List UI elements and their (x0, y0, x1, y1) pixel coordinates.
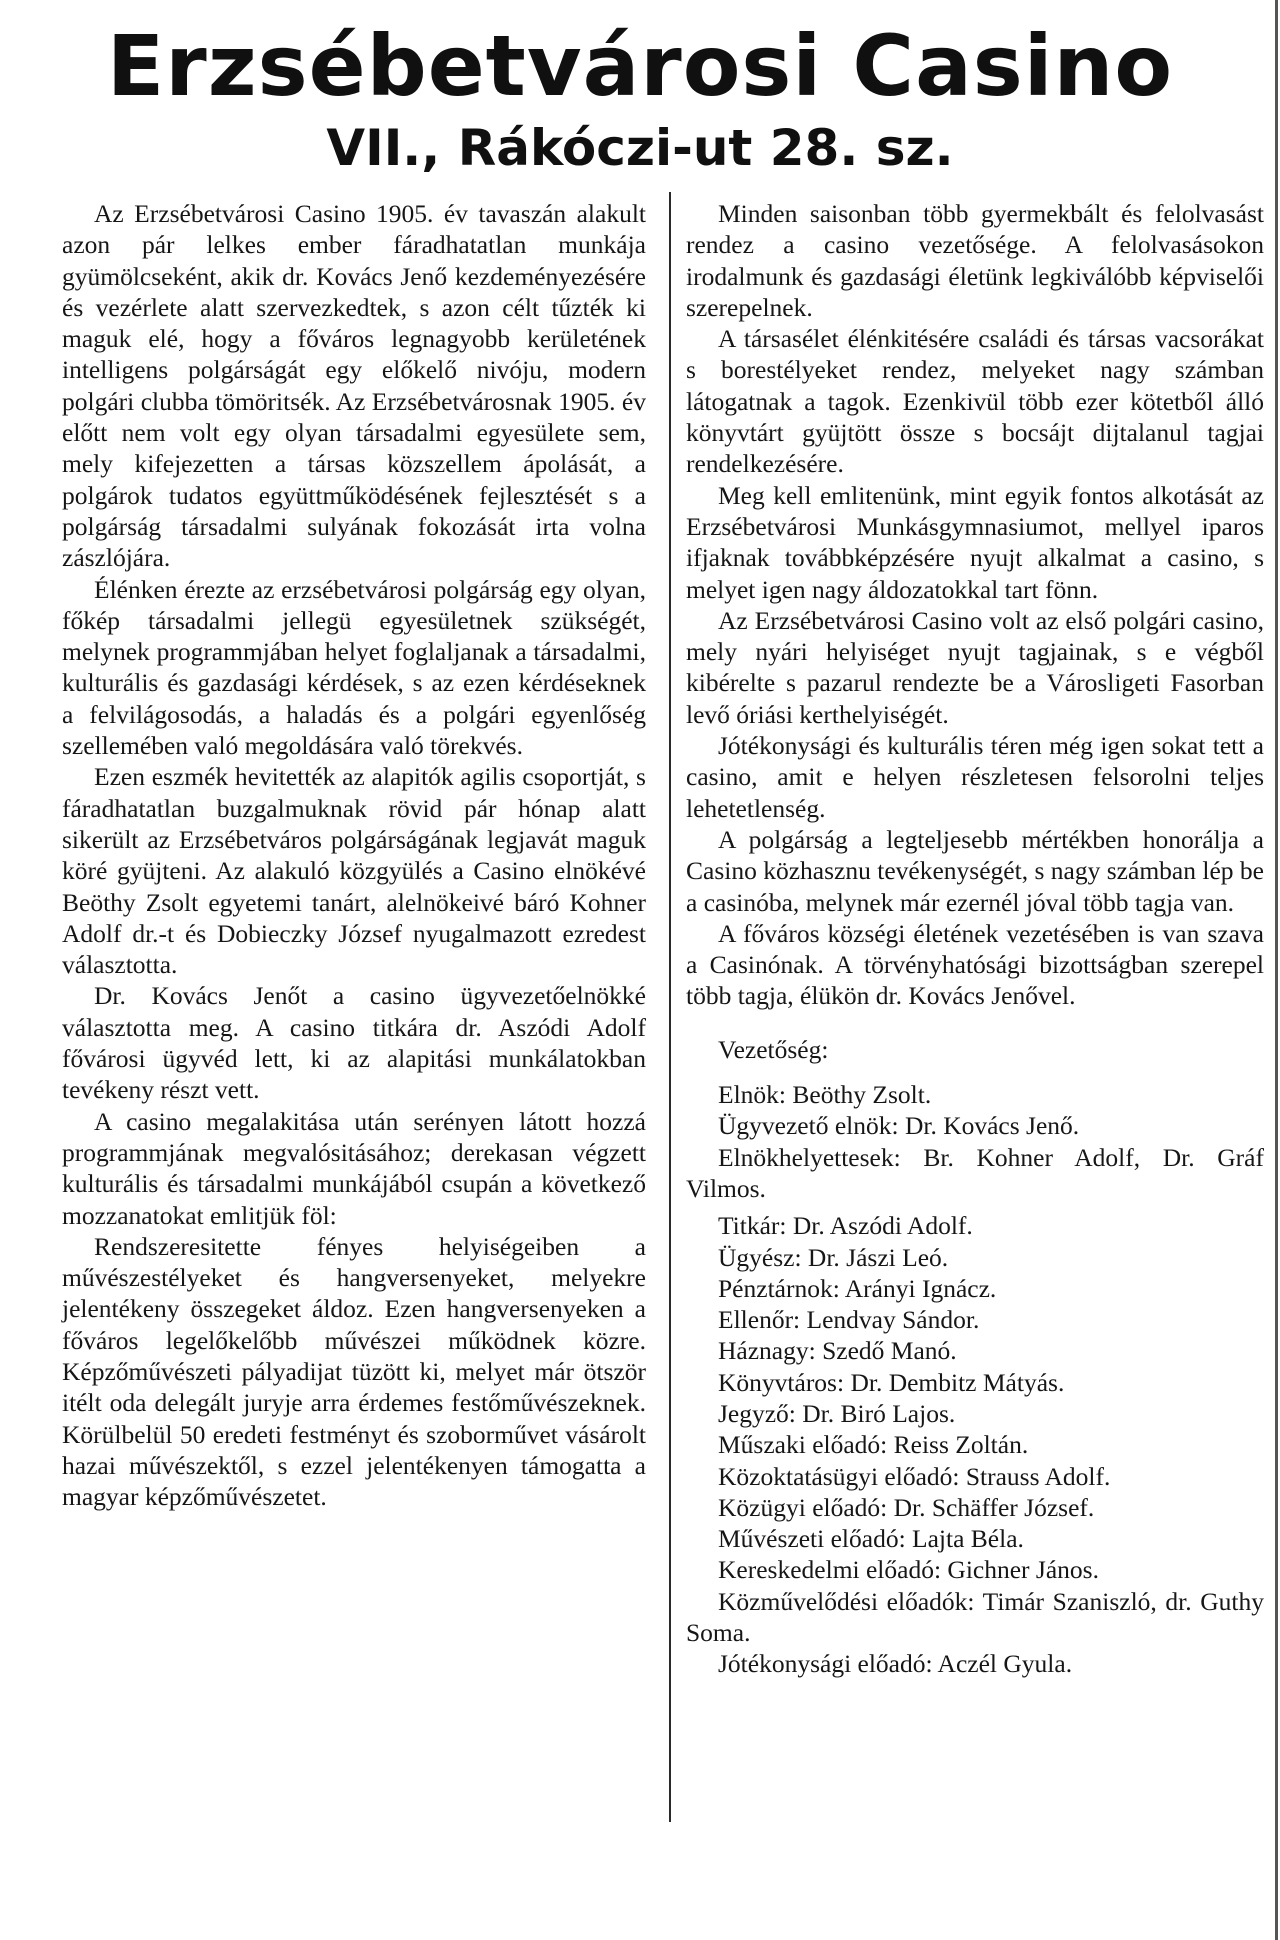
leadership-entry: Könyvtáros: Dr. Dembitz Mátyás. (718, 1367, 1065, 1397)
leadership-entry: Közügyi előadó: Dr. Schäffer József. (718, 1492, 1095, 1522)
paragraph: Jótékonysági és kulturális téren még igen sokat tett a casino, amit e helyen részletesen felsorolni teljes lehetetlenség. (686, 731, 1264, 823)
paragraph: Élénken érezte az erzsébetvárosi polgárság egy olyan, főkép társadalmi jellegü egyesületnek szükségét, melynek programmjában helyet foglaljanak a társadalmi, kulturális és gazdasági kérdések, s az ezen kérdéseknek a felvilágosodás, a haladás és a polgári egyenlőség szellemében való megoldására való törekvés. (62, 574, 646, 761)
paragraph: Meg kell emlitenünk, mint egyik fontos alkotását az Erzsébetvárosi Munkásgymnasiumot, mellyel iparos ifjaknak továbbképzésére nyujt alkalmat a casino, s melyet igen nagy áldozatokkal tart fönn. (686, 480, 1264, 604)
leadership-entry: Jótékonysági előadó: Aczél Gyula. (718, 1649, 1073, 1679)
paragraph: Rendszeresitette fényes helyiségeiben a művészestélyeket és hangversenyeket, melyekre jelentékeny összegeket áldoz. Ezen hangversenyeken a főváros legelőkelőbb művészei működnek közre. Képzőművészeti pályadijat tüzött ki, melyet már ötször itélt oda delegált juryje arra érdemes festőművészeknek. Körülbelül 50 eredeti festményt és szoborművet vásárolt hazai művészektől, s ezzel jelentékenyen támogatta a magyar képzőművészetet. (62, 1231, 646, 1512)
leadership-entry: Művészeti előadó: Lajta Béla. (718, 1524, 1024, 1554)
address-subtitle: VII., Rákóczi-ut 28. sz. (326, 119, 954, 177)
page-title: Erzsébetvárosi Casino (106, 17, 1174, 115)
leadership-entry: Elnökhelyettesek: Br. Kohner Adolf, Dr. Gráf Vilmos. (686, 1142, 1264, 1203)
leadership-entry: Jegyző: Dr. Biró Lajos. (718, 1398, 956, 1428)
leadership-entry: Pénztárnok: Arányi Ignácz. (718, 1273, 997, 1303)
leadership-entry: Ügyész: Dr. Jászi Leó. (718, 1242, 949, 1272)
paragraph: Az Erzsébetvárosi Casino volt az első polgári casino, mely nyári helyiséget nyujt tagjainak, s e végből kibérelte s pazarul rendezte be a Városligeti Fasorban levő óriási kerthelyiségét. (686, 605, 1264, 729)
leadership-heading: Vezetőség: (718, 1034, 829, 1064)
paragraph: A polgárság a legteljesebb mértékben honorálja a Casino közhasznu tevékenységét, s nagy számban lép be a casinóba, melynek már ezernél jóval több tagja van. (686, 824, 1264, 917)
leadership-entry: Elnök: Beöthy Zsolt. (718, 1080, 932, 1110)
paragraph: A főváros községi életének vezetésében is van szava a Casinónak. A törvényhatósági bizottságban szerepel több tagja, élükön dr. Kovács Jenővel. (686, 918, 1264, 1011)
leadership-entry: Műszaki előadó: Reiss Zoltán. (718, 1430, 1029, 1460)
leadership-entry: Kereskedelmi előadó: Gichner János. (718, 1555, 1099, 1585)
paragraph: Az Erzsébetvárosi Casino 1905. év tavaszán alakult azon pár lelkes ember fáradhatatlan munkája gyümölcseként, akik dr. Kovács Jenő kezdeményezésére és vezérlete alatt szervezkedtek, s azon célt tűzték ki maguk elé, hogy a főváros legnagyobb kerületének intelligens polgárságát egy előkelő nivóju, modern polgári clubba tömöritsék. Az Erzsébetvárosnak 1905. év előtt nem volt egy olyan társadalmi egyesülete sem, mely kifejezetten a társas közszellem ápolását, a polgárok tudatos együttműködésének fejlesztését s a polgárság társadalmi sulyának fokozását irta volna zászlójára. (62, 199, 646, 573)
leadership-list (686, 1034, 1264, 1680)
leadership-entry: Ellenőr: Lendvay Sándor. (718, 1305, 980, 1335)
leadership-entry: Ügyvezető elnök: Dr. Kovács Jenő. (718, 1111, 1080, 1141)
leadership-entry: Közművelődési előadók: Timár Szaniszló, dr. Guthy Soma. (686, 1586, 1264, 1648)
column-divider (669, 192, 671, 1822)
paragraph: Dr. Kovács Jenőt a casino ügyvezetőelnökké választotta meg. A casino titkára dr. Aszódi Adolf fővárosi ügyvéd lett, ki az alapitási munkálatokban tevékeny részt vett. (62, 981, 646, 1105)
leadership-entry: Közoktatásügyi előadó: Strauss Adolf. (718, 1461, 1111, 1491)
right-column (686, 198, 1264, 1680)
left-column (62, 198, 646, 1512)
paragraph: Minden saisonban több gyermekbált és felolvasást rendez a casino vezetősége. A felolvasásokon irodalmunk és gazdasági életünk legkiválóbb képviselői szerepelnek. (686, 199, 1264, 322)
leadership-entry: Háznagy: Szedő Manó. (718, 1336, 957, 1366)
paragraph: Ezen eszmék hevitették az alapitók agilis csoportját, s fáradhatatlan buzgalmuknak rövid pár hónap alatt sikerült az Erzsébetváros polgárságának legjavát maguk köré gyüjteni. Az alakuló közgyülés a Casino elnökévé Beöthy Zsolt egyetemi tanárt, alelnökeivé báró Kohner Adolf dr.-t és Dobieczky József nyugalmazott ezredest választotta. (62, 762, 646, 980)
leadership-entry: Titkár: Dr. Aszódi Adolf. (718, 1211, 973, 1241)
page-edge-line (1275, 0, 1278, 1940)
paragraph: A casino megalakitása után serényen látott hozzá programmjának megvalósitásához; derekasan végzett kulturális és társadalmi munkájából csupán a következő mozzanatokat emlitjük föl: (62, 1106, 646, 1230)
paragraph: A társasélet élénkitésére családi és társas vacsorákat s borestélyeket rendez, melyeket nagy számban látogatnak a tagok. Ezenkivül több ezer kötetből álló könyvtárt gyüjtött össze s bocsájt dijtalanul tagjai rendelkezésére. (686, 324, 1264, 479)
